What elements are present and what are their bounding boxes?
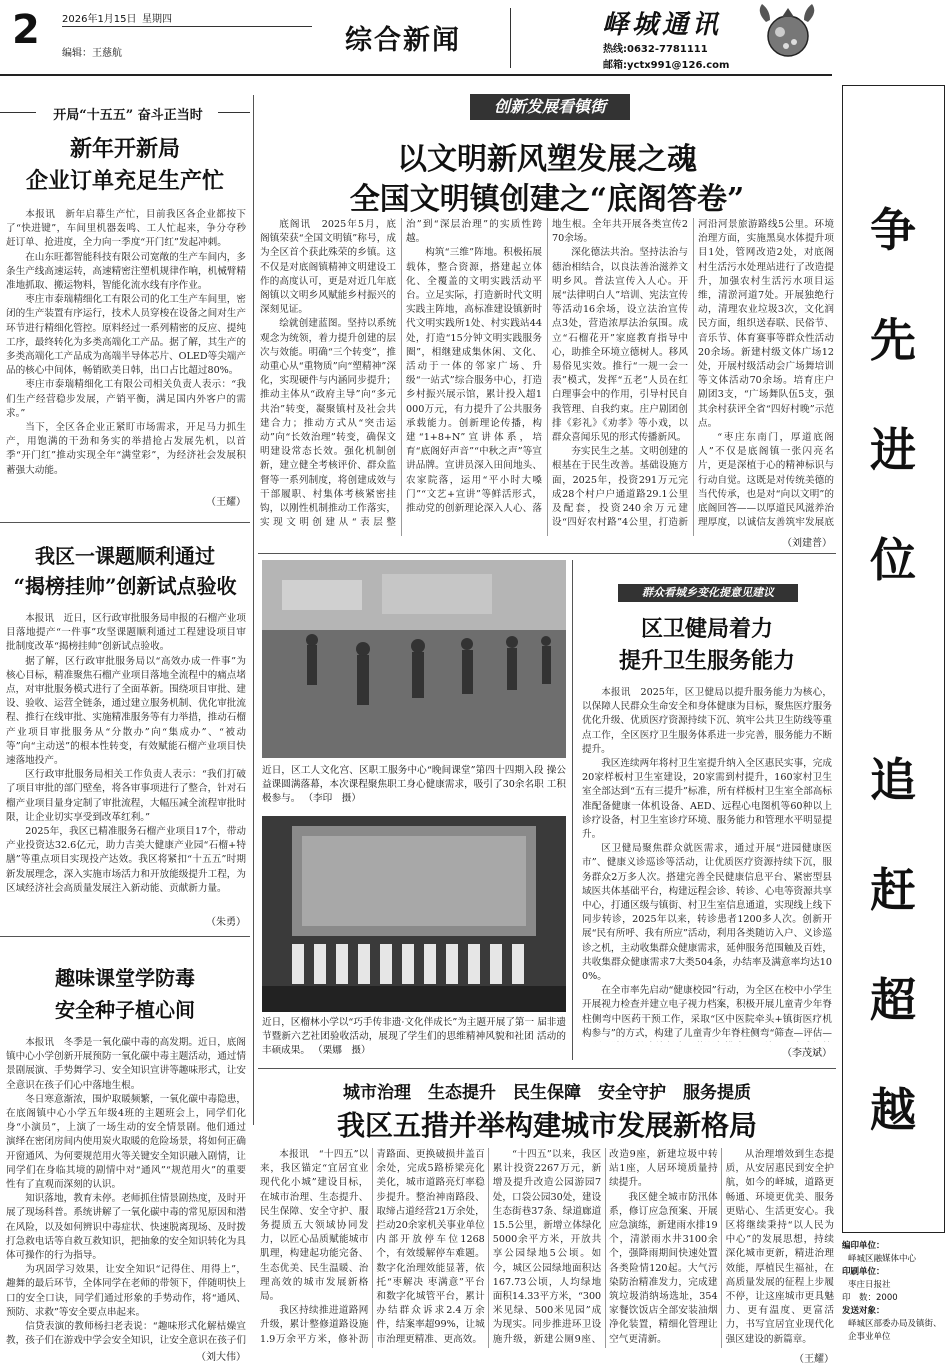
article-title: “揭榜挂帅”创新试点验收 xyxy=(13,574,237,598)
article-title: 我区五措并举构建城市发展新格局 xyxy=(336,1109,757,1142)
imprint-host-label: 编印单位： xyxy=(842,1241,885,1251)
section-banner: 创新发展看镇街 xyxy=(470,94,630,120)
section-title: 综合新闻 xyxy=(345,25,461,56)
paragraph: 区行政审批服务局相关工作负责人表示：“我们打破了项目审批的部门壁垒，将各审事项进行了整合，针对石榴产业项目量身定制了审批流程，大幅压减全流程审批时限，让企业切实享受到改革红利。” xyxy=(6,769,246,823)
article-title: 新年开新局 xyxy=(69,136,180,162)
slogan-box xyxy=(842,85,945,1233)
email: 邮箱:yctx991@126.com xyxy=(603,60,730,71)
article-poison-safety xyxy=(0,940,250,1365)
section-banner: 群众看城乡变化提意见建议 xyxy=(618,584,798,602)
paragraph: 构筑“三维”阵地。积极拓展载体，整合资源，搭建起立体化、全覆盖的文明实践活动平台。立足实际，打造新时代文明实践主阵地，高标准建设镇新时代文明实践所1处、村实践站44处，打造“15分钟文明实践服务圈”，相继建成集休闲、文化、活动于一体的邻家广场、升级“一站式”综合服务中心，打造乡村振兴展示馆，累计投入超1000万元，有力提升了公共服务承载能力。创新理论传播，构建“1+8+N”宣讲体系，培育“底阁好声音”“中秋之声”等宣讲品牌。宣讲员深入田间地头、农家院落，运用“平小时大嗓门”“文艺+宣讲”等鲜活形式，推动党的创新理论深入人心、落地生根。全年共开展各类宣传270余场。 xyxy=(406,219,688,515)
paragraph: 在山东旺都智能科技有限公司宽敞的生产车间内，多条生产线高速运转，高速精密注塑机规律作响，机械臂精准地抓取、搬运物料，智能化流水线有序作业。 xyxy=(6,251,246,292)
article-title: 区卫健局着力 xyxy=(640,616,773,642)
byline: （王耀） xyxy=(794,1354,834,1365)
slogan-char: 位 xyxy=(870,533,916,587)
slogan-char: 越 xyxy=(870,1083,916,1137)
paragraph: 本报讯 冬季是一氧化碳中毒的高发期。近日，底阁镇中心小学创新开展预防一氧化碳中毒主题活动，通过情景剧展演、手势舞学习、安全知识宣讲等趣味形式，让安全意识在孩子们心中落地生根。 xyxy=(6,1037,246,1091)
article-body xyxy=(260,1148,834,1348)
page-number: 2 xyxy=(12,7,40,53)
paragraph: 枣庄市泰瑞精细化工有限公司相关负责人表示：“我们生产经营稳步发展，产销平衡，满足国内外客户的需求。” xyxy=(6,379,246,419)
paragraph: 枣庄市泰瑞精细化工有限公司的化工生产车间里，密闭的生产装置有序运行，技术人员穿梭在设备之间对生产环节进行精细化管控。原料经过一系列精密的反应、提纯工序，最终转化为多类高端化工产品。据了解，其生产的多类高端化工产品成为高端半导体芯片、OLED等尖端产品的核心中间体，畅销欧美日韩，出口占比超过80%。 xyxy=(6,294,246,377)
column-rule xyxy=(572,560,573,1060)
caption-text: 近日，区工人文化宫、区职工服务中心“晚间课堂”第四十四期入段 操公益课圆满落幕，本次课程聚焦职工身心健康需求，吸引了30余名职 工积极参与。 xyxy=(262,765,566,804)
caption-text: 近日，区榴林小学以“巧手传非遗·文化伴成长”为主题开展了第一 届非遗节暨新六艺社团验收活动，展现了学生们的思维精神风貌和社团 活动的丰硕成果。 xyxy=(262,1017,566,1056)
photo-credit: （栗娜 摄） xyxy=(313,1045,371,1056)
article-enterprise-orders xyxy=(0,88,250,520)
divider xyxy=(258,553,836,554)
article-body xyxy=(6,1036,246,1348)
article-title: 安全种子植心间 xyxy=(55,998,195,1022)
photo-caption xyxy=(262,764,566,812)
paragraph: “枣庄东南门，厚道底阁人”不仅是底阁镇一张闪亮名片，更是深植于心的精神标识与行动自觉。这既是对传统美德的当代传承，也是对“向以文明”的底阁回答——以厚道民风滋养治理厚度，以诚信友善筑牢发展底 xyxy=(698,432,834,529)
pomegranate-logo xyxy=(752,2,822,64)
imprint-printer-label: 印刷单位： xyxy=(842,1267,885,1277)
slogan-char: 先 xyxy=(870,313,916,367)
paragraph: 夯实民生之基。文明创建的根基在于民生改善。基础设施方面，2025年，投资291万元完成28个村户户通道路29.1公里及配套，投资240余万元建设“四好农村路”4公里，打造新河沿河景旅游路线5公里。环境治理方面，实施黑臭水体提升项目1处，管网改造2处，对底阁村生活污水处理站进行了改造提升，加强农村生活污水项目运维，清淤河道7处。开展独绝行动，清理农业垃圾3次，文化润民方面，组织送春联、民俗节、音乐节、体育赛事等群众性活动20余场。新建村级文体广场12处，开展村级活动会广场舞培训等文体活动70余场。培育庄户剧团3支，“广场舞队伍5支，强其余村获评全省“四好村晚”示范点。 xyxy=(552,219,834,529)
issue-weekday: 星期四 xyxy=(142,14,172,25)
photo-fitness-class xyxy=(262,560,566,758)
page-editor: 编辑：王慈航 xyxy=(62,48,122,59)
slogan-char: 争 xyxy=(870,203,916,257)
byline: （朱勇） xyxy=(206,917,246,928)
slogan-char: 赶 xyxy=(870,863,916,917)
lead-story xyxy=(258,88,836,550)
paragraph: 信贷表演的教师杨扫老表说：“趣味形式化解枯燥宣教，孩子们在游戏中学会安全知识，让安全意识在孩子们 xyxy=(6,1321,246,1347)
hotline: 热线:0632-7781111 xyxy=(603,44,708,55)
article-title: 以文明新风塑发展之魂 xyxy=(397,142,697,177)
slogan-char: 超 xyxy=(870,973,916,1027)
article-health-service xyxy=(578,560,836,1065)
article-title: 提升卫生服务能力 xyxy=(618,648,795,674)
byline: （王耀） xyxy=(206,497,246,508)
photo-caption xyxy=(262,1016,566,1064)
article-title: 企业订单充足生产忙 xyxy=(25,168,224,194)
paragraph: 本报讯 “十四五”以来，我区锚定“宜居宜业现代化小城”建设目标，在城市治理、生态提升、民生保障、安全守护、服务提质五大领域协同发力，以匠心品质赋能城市肌理，构建起功能完备、生态优美、民生温暖、治理高效的城市发展新格局。 xyxy=(260,1149,369,1303)
article-body xyxy=(6,612,246,904)
paragraph: 冬日寒意渐浓，围炉取暖频繁，一氧化碳中毒隐患，在底阁镇中心小学五年级4班的主题班会上，同学们化身“小演员”，上演了一场生动的安全情景剧。他们通过演绎在密闭房间内使用炭火取暖的危险场景，将如何正确开窗通风、为何要规范用火等关键安全知识融入剧情，让同学们在身临其境的剧情中对“通风”“规范用火”的重要性有了直观而深刻的认识。 xyxy=(6,1093,246,1191)
paragraph: “十四五”以来，我区累计投资2267万元，新增及提升改造公园游园7处，口袋公园30处，建设生态街巷37条、绿道廊道15.5公里，新增立体绿化5000余平方米，开放共享公园绿地5公顷。如今，城区公园绿地面积达167.73公顷，人均绿地面积14.33平方米，“300米见绿、500米见园”成为现实。同步推进环卫设施升级，新建公厕9座、改造9座，新建垃圾中转站1座，人居环境质量持续提升。 xyxy=(492,1149,718,1345)
slogan-char: 进 xyxy=(870,423,916,477)
kicker-rule-left xyxy=(0,112,36,113)
paper-name-logo: 峄城通讯 xyxy=(602,10,723,40)
divider xyxy=(0,522,250,523)
divider xyxy=(258,1068,836,1069)
paragraph: 在全市率先启动“健康校园”行动，为全区在校中小学生开展视力检查并建立电子视力档案，积极开展儿童青少年脊柱侧弯中医药干预工作，采取“区中医院牵头+镇街医疗机构参与”的方式，构建了儿童青少年脊柱侧弯“筛查—评估— xyxy=(582,985,832,1039)
masthead-rule-small xyxy=(62,26,312,27)
article-title: 趣味课堂学防毒 xyxy=(55,966,195,990)
masthead-divider xyxy=(510,8,511,68)
slogan-char: 追 xyxy=(870,753,916,807)
imprint-box xyxy=(842,1240,945,1362)
imprint-print-run: 印 数：2000 xyxy=(842,1293,898,1303)
photo-credit: （李印 摄） xyxy=(303,793,361,804)
article-title: 我区一课题顺利通过 xyxy=(35,544,215,568)
paragraph: 底阁讯 2025年5月，底阁镇荣获“全国文明镇”称号，成为全区首个获此殊荣的乡镇。这不仅是对底阁镇精神文明建设工作的高度认可，更是对近几年底阁镇以文明乡风赋能乡村振兴的深刻见证。 xyxy=(260,219,396,316)
imprint-recipients-label: 发送对象： xyxy=(842,1306,885,1316)
article-kicker: 开局“十五五” 奋斗正当时 xyxy=(53,108,203,123)
paragraph: 据了解，区行政审批服务局以“高效办成一件事”为核心目标，精准聚焦石榴产业项目落地全流程中的痛点堵点，对审批服务模式进行了全面革新。围绕项目审批、建设、验收、运营全链条，通过建立服务机制、优化审批流程、推行在线审批、实施精准服务等有力举措，推动石榴产业项目审批服务从“分散办”向“集成办”、“被动等”向“主动送”的根本性转变，有效赋能石榴产业项目快速落地投产。 xyxy=(6,655,246,767)
issue-date: 2026年1月15日 xyxy=(62,14,137,25)
paragraph: 2025年，我区已精准服务石榴产业项目17个，带动产业投资达32.6亿元，助力吉美大健康产业园“石榴+特膳”等重点项目实现投产达效。我区将紧扣“十五五”时期新发展理念，深入实施市场活力和开放能级提升工程，为区域经济社会高质量发展注入新动能、贡献新力量。 xyxy=(6,826,246,894)
article-kicker: 城市治理 生态提升 民生保障 安全守护 服务提质 xyxy=(343,1083,751,1103)
left-column-rule xyxy=(253,95,254,1125)
article-body xyxy=(6,208,246,493)
paragraph: 当下，全区各企业正紧盯市场需求，开足马力抓生产，用饱满的干劲和务实的举措抢占发展先机，以首季“开门红”推动实现全年“满堂彩”，为经济社会发展积蓄强大动能。 xyxy=(6,422,246,476)
paragraph: 从治理增效到生态提质，从安居惠民到安全护航，如今的峄城，道路更畅通、环境更优美、服务更贴心、生活更安心。我区将继续秉持“以人民为中心”的发展思想，持续深化城市更新，精进治理效能，厚植民生福祉，在高质量发展的征程上步履不停，让这座城市更具魅力、更有温度、更富活力，书写宜居宜业现代化强区建设的新篇章。 xyxy=(725,1149,834,1345)
masthead xyxy=(0,0,950,78)
paragraph: 区卫健局聚焦群众就医需求，通过开展“进园健康医市”、健康义诊巡诊等活动，让优质医疗资源持续下沉，服务群众2万多人次。搭建完善全民健康信息平台、紧密型县域医共体基础平台，构建远程会诊、转诊、心电等资源共享中心，打通区级与镇街、村卫生室信息通道，实现线上线下同步转诊，2025年以来，转诊患者1200多人次。创新开展“民有所呼、我有所应”活动，利用各类随访入户、义诊巡诊之机，主动收集群众健康需求，延伸服务范围触及百姓，共收集群众健康需求7大类504条，办结率及满意率均达100%。 xyxy=(582,843,832,983)
imprint-recipients: 峄城区部委办局及镇街、企事业单位 xyxy=(848,1319,942,1342)
paragraph: 本报讯 新年启幕生产忙，目前我区各企业都按下了“快进键”，车间里机器轰鸣、工人忙起来，争分夺秒赶订单、抢进度，全力向一季度“开门红”发起冲刺。 xyxy=(6,209,246,249)
byline: （刘大伟） xyxy=(196,1352,246,1363)
paragraph: 我区健全城市防汛体系，修订应急预案、开展应急演练，新建雨水排19个，清淤雨水井3100余个，强降雨期间快速处置各类险情120起。大气污染防治精准发力，完成建筑垃圾消纳场选址，354家餐饮饭店全部安装油烟净化装置，精细化管理让空气更清新。 xyxy=(609,1191,718,1345)
photo-school-performance xyxy=(262,816,566,1012)
paragraph: 本报讯 近日，区行政审批服务局申报的石榴产业项目落地提产“一件事”攻坚课题顺利通过工程建设项目审批制度改革“揭榜挂帅”创新试点验收。 xyxy=(6,613,246,653)
byline: （刘建普） xyxy=(782,538,832,549)
article-body xyxy=(582,686,832,1042)
paragraph: 为巩固学习效果，让安全知识“记得住、用得上”，趣舞的最后环节，全体同学在老师的带领下，伴随明快上口的安全口诀，同学们通过形象的手势动作，将“通风、预防、求救”等安全要点串起来。 xyxy=(6,1264,246,1318)
paragraph: 我区持续推进道路网升级，累计整修道路设施1.9万余平方米，修补沥青路面、更换破损井盖百余处，完成5路桥梁亮化美化，城市道路亮灯率稳步提升。整治神南路段、取缔占道经营21万余处，拦动20余家机关事业单位内部开放停车位1268个，有效缓解停车难题。数字化治理效能显著，依托“枣解决 枣满意”平台和数字化城管平台，累计办结群众诉求2.4万余件，结案率超99%，让城市治理更精准、更高效。 xyxy=(260,1149,485,1345)
kicker-rule-right xyxy=(218,112,250,113)
paragraph: 我区连续两年将村卫生室提升纳入全区惠民实事，完成20家样板村卫生室建设，20家需到村提升，160家村卫生室全部达到“五有三提升”标准，所有样板村卫生室全部高标准配备健康一体机设备、AED、远程心电图机等60种以上诊疗设备，村卫生室诊疗环境、服务能力和管理水平明显提升。 xyxy=(582,758,832,841)
article-city-development xyxy=(258,1072,836,1366)
divider xyxy=(0,936,250,937)
article-body xyxy=(260,218,834,536)
article-title: 全国文明镇创建之“底阁答卷” xyxy=(349,182,745,217)
imprint-host: 峄城区融媒体中心 xyxy=(848,1254,917,1264)
masthead-rule xyxy=(0,74,832,76)
paragraph: 深化德法共治。坚持法治与德治相结合，以良法善治滋养文明乡风。普法宣传入人心。开展“法律明白人”培训、宪法宣传等活动16余场，设立法治宣传点3处，营造浓厚法治氛围。成立“石榴花开”家庭教育指导中心，助推全环境立德树人。移风易俗见实效。推行“一规一会一表”模式，发挥“五老”人员在红白理事会中的作用，引导村民自我管理、自我约束。庄户剧团创排《彩礼》《劝孝》等小戏，以群众喜闻乐见的形式传播新风。 xyxy=(552,247,688,444)
paragraph: 知识落地，教育未停。老师抓住情景剧热度，及时开展了现场科普。系统讲解了一氧化碳中毒的常见原因和潜在风险，以及如何辨识中毒症状、快速脱离现场、及时拨打急救电话等自救互救知识，把抽象的安全知识转化为具体可操作的行为指导。 xyxy=(6,1193,246,1262)
article-pilot-acceptance xyxy=(0,528,250,933)
paragraph: 本报讯 2025年，区卫健局以提升服务能力为核心，以保障人民群众生命安全和身体健康为目标，聚焦医疗服务优化升级、优质医疗资源持续下沉、筑牢公共卫生防线等重点工作，全区医疗卫生服务体系进一步完善，服务能力不断提升。 xyxy=(582,687,832,755)
imprint-printer: 枣庄日报社 xyxy=(848,1280,891,1290)
paragraph: 绘就创建蓝图。坚持以系统观念为统领，着力提升创建的层次与效能。明确“三个转变”，推动重心从“重物质”向“塑精神”深化，实现硬件与内涵同步提升；推动主体从“政府主导”向“多元共治”转变，凝聚镇村及社会共建合力；推动方式从“突击运动”向“长效治理”转变，确保文明建设常态长效。强化机制创新，建立健全考核评价、群众监督等一系列制度，将创建成效与干部履职、村集体考核紧密挂钩，以刚性机制推动工作落实，实现文明创建从“表层整治”到“深层治理”的实质性跨越。 xyxy=(260,219,542,529)
byline: （李茂斌） xyxy=(782,1048,832,1059)
